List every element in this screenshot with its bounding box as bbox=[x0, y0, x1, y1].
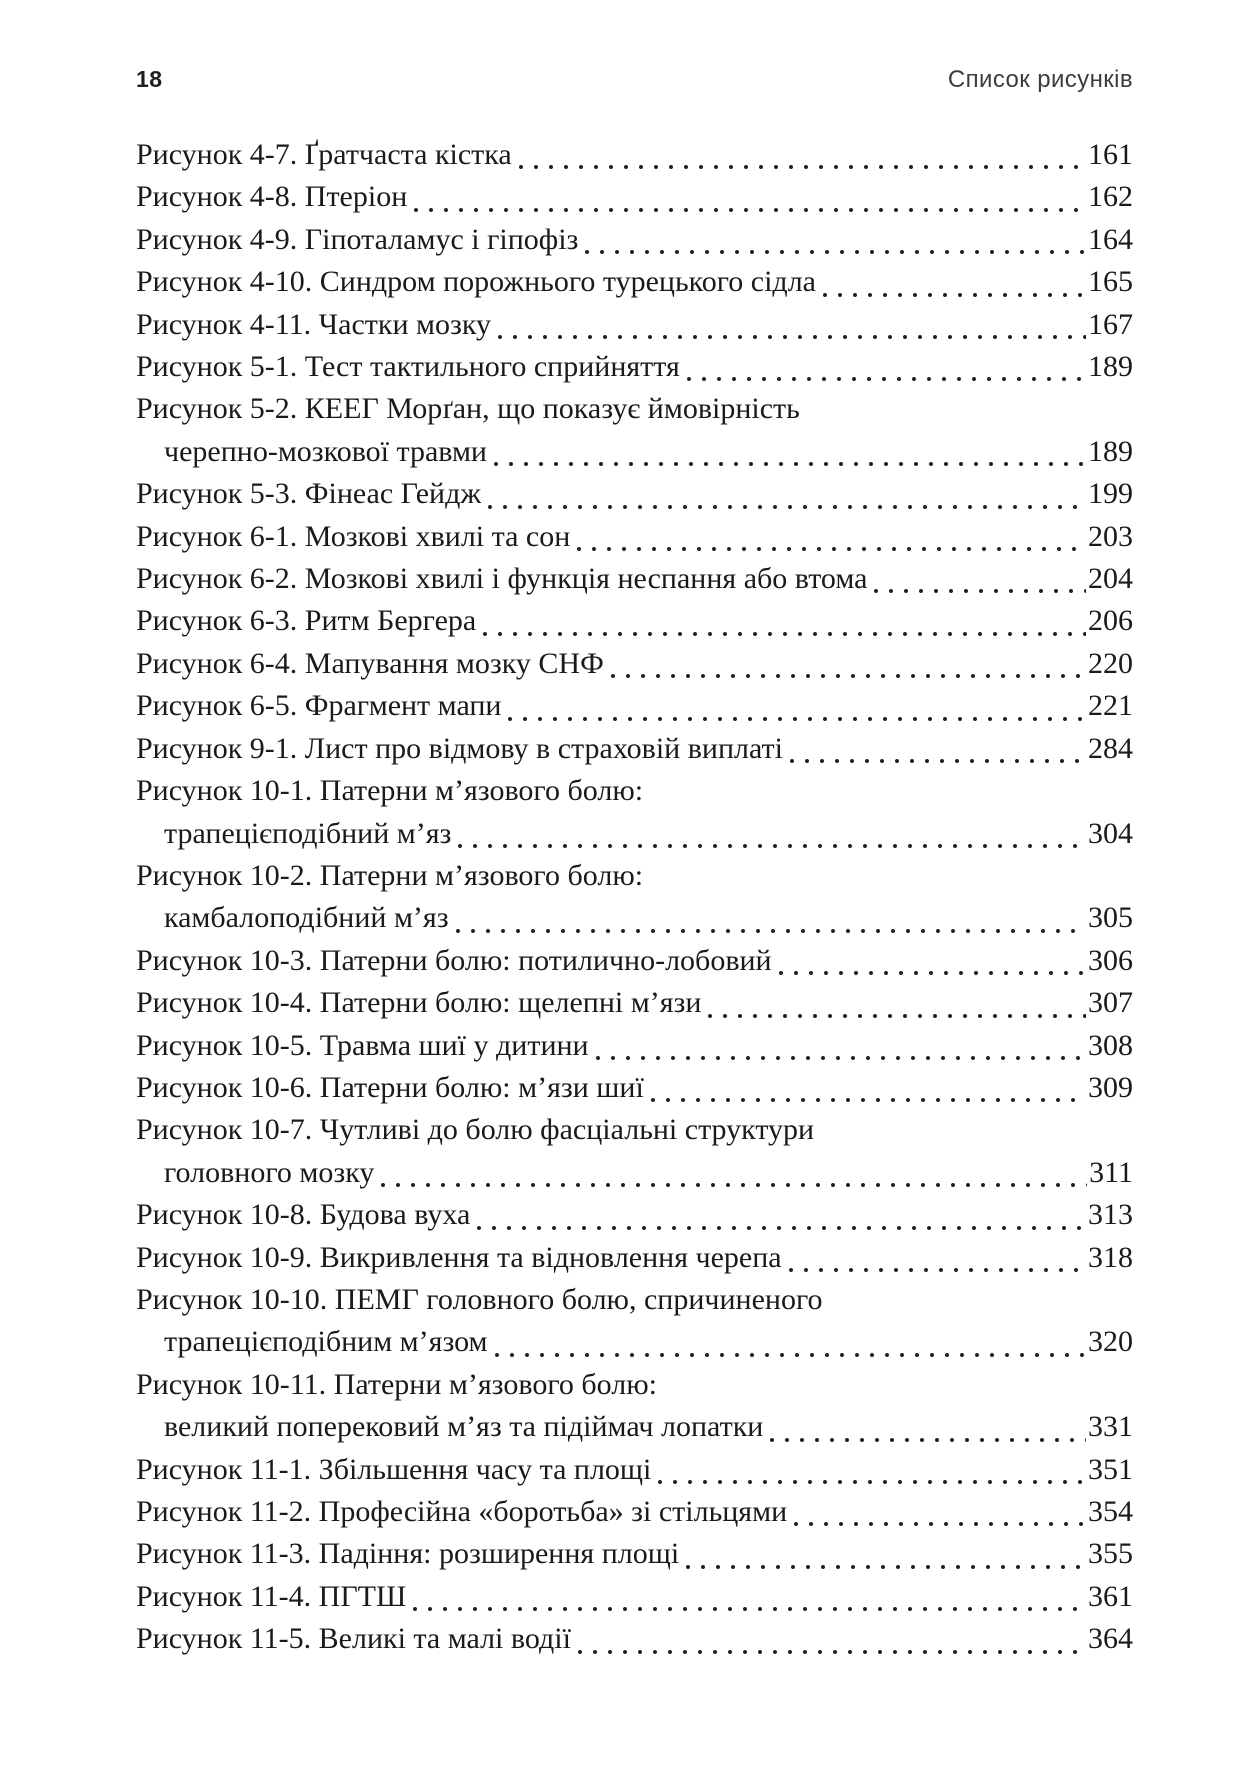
toc-entry-page: 220 bbox=[1088, 646, 1133, 680]
toc-entry bbox=[136, 685, 1133, 727]
toc-entry bbox=[136, 1025, 1133, 1067]
toc-entry-page: 361 bbox=[1088, 1579, 1133, 1613]
dot-leader bbox=[494, 462, 1086, 466]
toc-entry-line bbox=[136, 1618, 1133, 1660]
toc-entry-title: Рисунок 4-11. Частки мозку bbox=[136, 307, 492, 341]
toc-entry-title: Рисунок 10-9. Викривлення та відновлення черепа bbox=[136, 1240, 782, 1274]
toc-entry bbox=[136, 261, 1133, 303]
toc-entry-page: 313 bbox=[1088, 1198, 1133, 1232]
toc-entry-title: трапецієподібним м’язом bbox=[164, 1325, 488, 1359]
dot-leader bbox=[483, 632, 1086, 636]
toc-entry-line bbox=[136, 516, 1133, 558]
toc-entry-page: 351 bbox=[1088, 1452, 1133, 1486]
toc-entry-line bbox=[136, 685, 1133, 727]
toc-entry-title: Рисунок 4-10. Синдром порожнього турецького сідла bbox=[136, 265, 816, 299]
toc-entry bbox=[136, 219, 1133, 261]
toc-entry bbox=[136, 1618, 1133, 1660]
toc-entry-line bbox=[136, 1109, 1133, 1151]
dot-leader bbox=[495, 1353, 1086, 1357]
dot-leader bbox=[790, 759, 1086, 763]
running-header bbox=[136, 66, 1133, 94]
toc-entry-title: Рисунок 6-3. Ритм Бергера bbox=[136, 604, 477, 638]
toc-entry-line bbox=[136, 388, 1133, 430]
dot-leader bbox=[458, 844, 1086, 848]
dot-leader bbox=[585, 250, 1086, 254]
toc-entry-title: Рисунок 5-3. Фінеас Гейдж bbox=[136, 477, 482, 511]
dot-leader bbox=[708, 1014, 1086, 1018]
toc-entry-title: Рисунок 10-4. Патерни болю: щелепні м’язи bbox=[136, 986, 702, 1020]
dot-leader bbox=[578, 1650, 1086, 1654]
dot-leader bbox=[413, 1607, 1086, 1611]
toc-entry-title: Рисунок 11-3. Падіння: розширення площі bbox=[136, 1537, 680, 1571]
dot-leader bbox=[823, 293, 1086, 297]
toc-entry-line bbox=[136, 1364, 1133, 1406]
toc-entry-page: 199 bbox=[1088, 477, 1133, 511]
toc-entry-title: Рисунок 11-4. ПГТШ bbox=[136, 1579, 407, 1613]
toc-entry bbox=[136, 1279, 1133, 1364]
toc-entry bbox=[136, 516, 1133, 558]
toc-entry-page: 167 bbox=[1088, 307, 1133, 341]
toc-entry-wrap-line bbox=[136, 431, 1133, 473]
toc-entry-line bbox=[136, 1449, 1133, 1491]
toc-entry bbox=[136, 473, 1133, 515]
toc-entry-line bbox=[136, 982, 1133, 1024]
dot-leader bbox=[779, 971, 1086, 975]
toc-entry-title: Рисунок 10-6. Патерни болю: м’язи шиї bbox=[136, 1070, 644, 1104]
dot-leader bbox=[794, 1522, 1086, 1526]
dot-leader bbox=[414, 208, 1086, 212]
dot-leader bbox=[488, 505, 1086, 509]
toc-entry-line bbox=[136, 770, 1133, 812]
dot-leader bbox=[596, 1056, 1086, 1060]
toc-entry-title: Рисунок 6-2. Мозкові хвилі і функція неспання або втома bbox=[136, 562, 868, 596]
dot-leader bbox=[508, 717, 1086, 721]
toc-entry-line bbox=[136, 1533, 1133, 1575]
toc-entry-line bbox=[136, 176, 1133, 218]
toc-entry bbox=[136, 600, 1133, 642]
toc-entry-line bbox=[136, 346, 1133, 388]
toc-entry-page: 204 bbox=[1088, 562, 1133, 596]
toc-entry bbox=[136, 1533, 1133, 1575]
dot-leader bbox=[381, 1183, 1087, 1187]
toc-entry-page: 203 bbox=[1088, 519, 1133, 553]
toc-entry bbox=[136, 1449, 1133, 1491]
toc-entry-page: 364 bbox=[1088, 1622, 1133, 1656]
toc-entry-title: Рисунок 5-1. Тест тактильного сприйняття bbox=[136, 350, 680, 384]
dot-leader bbox=[651, 1098, 1086, 1102]
toc-entry-page: 162 bbox=[1088, 180, 1133, 214]
toc-entry bbox=[136, 1576, 1133, 1618]
toc-entry-page: 189 bbox=[1088, 350, 1133, 384]
toc-entry-line bbox=[136, 304, 1133, 346]
toc-entry-page: 354 bbox=[1088, 1495, 1133, 1528]
toc-entry-line bbox=[136, 261, 1133, 303]
toc-entry bbox=[136, 855, 1133, 940]
toc-entry-page: 304 bbox=[1088, 816, 1133, 850]
toc-entry-title: головного мозку bbox=[164, 1155, 375, 1189]
dot-leader bbox=[658, 1480, 1086, 1484]
toc-entry bbox=[136, 1491, 1133, 1533]
toc-entry-title: великий поперековий м’яз та підіймач лопатки bbox=[164, 1410, 764, 1444]
toc-entry-line bbox=[136, 1237, 1133, 1279]
toc-entry bbox=[136, 982, 1133, 1024]
toc-entry-wrap-line bbox=[136, 813, 1133, 855]
toc-entry-wrap-line bbox=[136, 897, 1133, 939]
toc-entry-page: 307 bbox=[1088, 986, 1133, 1020]
toc-entry bbox=[136, 770, 1133, 855]
toc-entry bbox=[136, 940, 1133, 982]
toc-entry-page: 306 bbox=[1088, 943, 1133, 977]
toc-entry-title: Рисунок 6-1. Мозкові хвилі та сон bbox=[136, 519, 571, 553]
toc-entry-title: Рисунок 4-9. Гіпоталамус і гіпофіз bbox=[136, 222, 579, 256]
toc-entry-page: 309 bbox=[1088, 1070, 1133, 1104]
toc-entry-page: 308 bbox=[1088, 1028, 1133, 1062]
toc-entry-line bbox=[136, 1279, 1133, 1321]
toc-entry-page: 221 bbox=[1088, 689, 1133, 723]
running-header-title: Список рисунків bbox=[947, 66, 1133, 93]
page-number: 18 bbox=[136, 66, 163, 92]
toc-entry-page: 320 bbox=[1088, 1325, 1133, 1359]
toc-entry-title: Рисунок 9-1. Лист про відмову в страховій виплаті bbox=[136, 731, 783, 765]
dot-leader bbox=[686, 1565, 1086, 1569]
toc-entry bbox=[136, 558, 1133, 600]
toc-entry-title: Рисунок 10-11. Патерни м’язового болю: bbox=[136, 1367, 657, 1401]
toc-entry-page: 189 bbox=[1088, 434, 1133, 468]
toc-entry bbox=[136, 643, 1133, 685]
toc-entry-title: камбалоподібний м’яз bbox=[164, 901, 449, 935]
toc-entry bbox=[136, 728, 1133, 770]
dot-leader bbox=[789, 1268, 1086, 1272]
toc-entry bbox=[136, 304, 1133, 346]
toc-entry-line bbox=[136, 855, 1133, 897]
toc-entry-line bbox=[136, 473, 1133, 515]
toc-entry-page: 284 bbox=[1088, 731, 1133, 765]
toc-entry bbox=[136, 1364, 1133, 1449]
dot-leader bbox=[687, 377, 1086, 381]
toc-entry-title: Рисунок 6-4. Мапування мозку СНФ bbox=[136, 646, 604, 680]
toc-entry-page: 355 bbox=[1088, 1537, 1133, 1571]
toc-entry bbox=[136, 1237, 1133, 1279]
toc-entry-title: Рисунок 11-1. Збільшення часу та площі bbox=[136, 1452, 652, 1486]
toc-entry-page: 311 bbox=[1089, 1155, 1133, 1189]
dot-leader bbox=[874, 589, 1086, 593]
toc-entry-line bbox=[136, 1025, 1133, 1067]
toc-entry-page: 161 bbox=[1088, 138, 1133, 171]
dot-leader bbox=[611, 674, 1086, 678]
toc-entry-title: Рисунок 10-10. ПЕМГ головного болю, спричиненого bbox=[136, 1282, 823, 1316]
toc-entry-page: 165 bbox=[1088, 265, 1133, 299]
toc-entry-line bbox=[136, 1194, 1133, 1236]
toc-entry-title: Рисунок 10-2. Патерни м’язового болю: bbox=[136, 858, 644, 892]
toc-entry-line bbox=[136, 1491, 1133, 1533]
toc-entry-page: 318 bbox=[1088, 1240, 1133, 1274]
dot-leader bbox=[577, 547, 1086, 551]
toc-entry-title: Рисунок 10-8. Будова вуха bbox=[136, 1198, 471, 1232]
toc-entry-title: трапецієподібний м’яз bbox=[164, 816, 452, 850]
toc-entry bbox=[136, 1194, 1133, 1236]
toc-entry-title: Рисунок 5-2. КЕЕГ Морґан, що показує ймовірність bbox=[136, 392, 800, 426]
toc-entry bbox=[136, 134, 1133, 176]
toc-entry-line bbox=[136, 219, 1133, 261]
toc-entry-line bbox=[136, 558, 1133, 600]
toc-entry-wrap-line bbox=[136, 1321, 1133, 1363]
toc-entry-title: Рисунок 6-5. Фрагмент мапи bbox=[136, 689, 502, 723]
toc-entry-title: Рисунок 4-7. Ґратчаста кістка bbox=[136, 138, 512, 171]
toc-entry-line bbox=[136, 1067, 1133, 1109]
toc-entry-line bbox=[136, 134, 1133, 176]
toc-entry-line bbox=[136, 728, 1133, 770]
dot-leader bbox=[477, 1226, 1086, 1230]
toc-entry-line bbox=[136, 643, 1133, 685]
dot-leader bbox=[519, 165, 1086, 169]
dot-leader bbox=[456, 929, 1086, 933]
toc-entry-title: Рисунок 11-2. Професійна «боротьба» зі стільцями bbox=[136, 1495, 788, 1528]
toc-entry-title: Рисунок 10-5. Травма шиї у дитини bbox=[136, 1028, 589, 1062]
toc-entry-title: Рисунок 10-3. Патерни болю: потилично-лобовий bbox=[136, 943, 772, 977]
toc-entry-line bbox=[136, 600, 1133, 642]
toc-entry-page: 164 bbox=[1088, 222, 1133, 256]
toc-entry bbox=[136, 388, 1133, 473]
toc-entry-line bbox=[136, 940, 1133, 982]
toc-entry bbox=[136, 1067, 1133, 1109]
toc-entry-title: черепно-мозкової травми bbox=[164, 434, 487, 468]
toc-entry bbox=[136, 1109, 1133, 1194]
toc-entry-title: Рисунок 11-5. Великі та малі водії bbox=[136, 1622, 571, 1656]
dot-leader bbox=[498, 335, 1086, 339]
toc-entry-page: 331 bbox=[1088, 1410, 1133, 1444]
toc-entry-line bbox=[136, 1576, 1133, 1618]
toc-entry-wrap-line bbox=[136, 1406, 1133, 1448]
toc-entry-title: Рисунок 10-7. Чутливі до болю фасціальні структури bbox=[136, 1113, 815, 1147]
toc-entry-title: Рисунок 4-8. Птеріон bbox=[136, 180, 408, 214]
toc-entry-page: 305 bbox=[1088, 901, 1133, 935]
toc-entry-title: Рисунок 10-1. Патерни м’язового болю: bbox=[136, 774, 644, 808]
toc-entry-wrap-line bbox=[136, 1152, 1133, 1194]
toc-entry bbox=[136, 346, 1133, 388]
toc-entry bbox=[136, 176, 1133, 218]
dot-leader bbox=[770, 1438, 1086, 1442]
toc-entry-page: 206 bbox=[1088, 604, 1133, 638]
figure-list bbox=[136, 134, 1133, 1661]
